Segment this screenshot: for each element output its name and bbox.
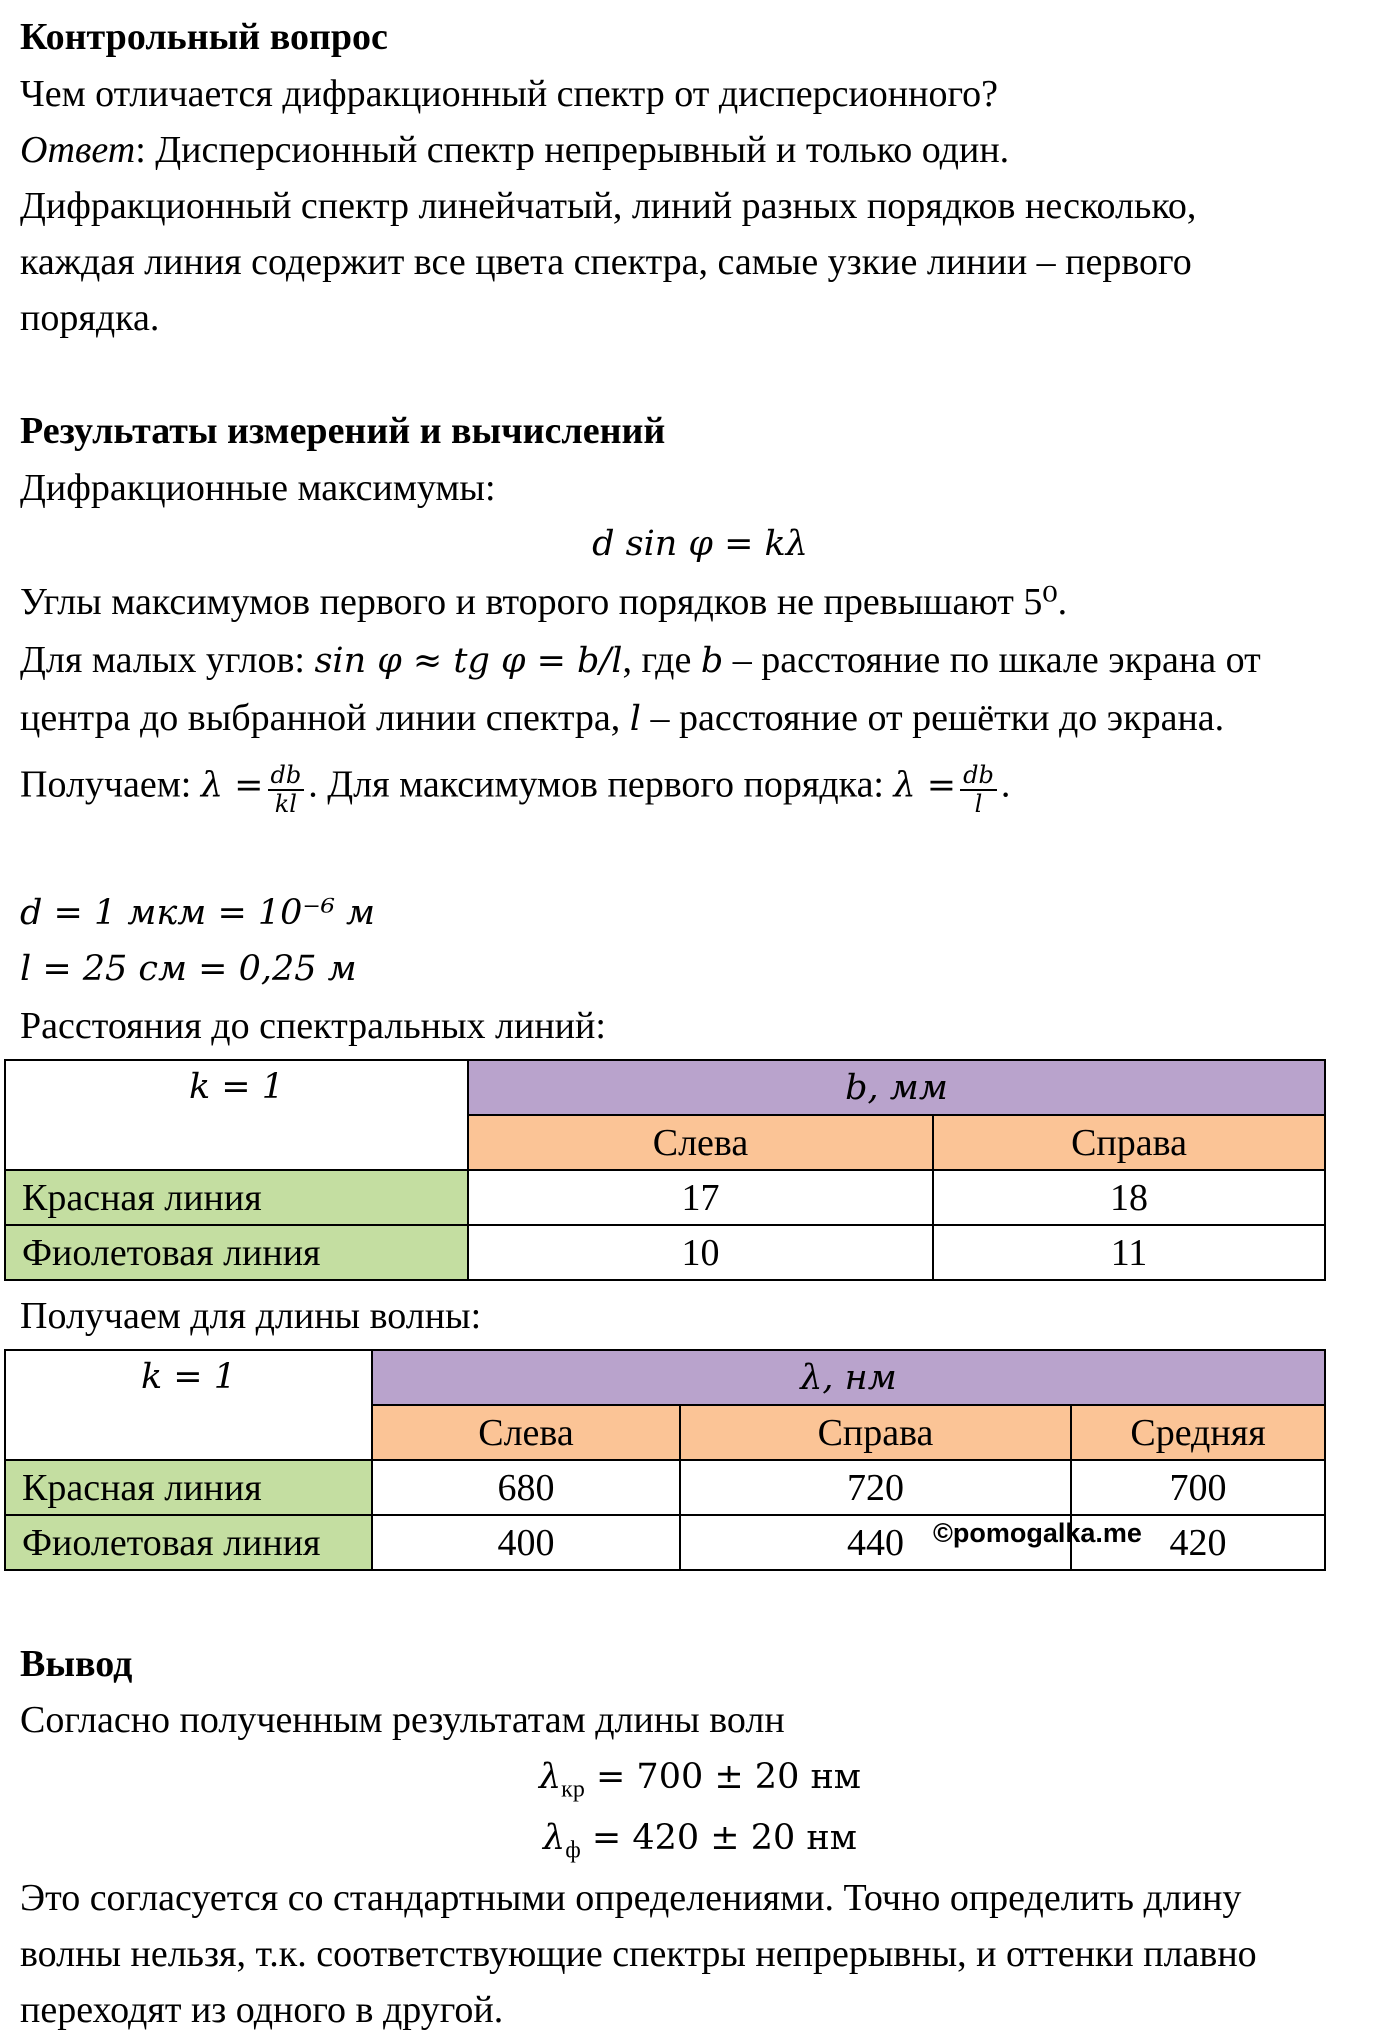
red-wavelength-value: = 700 ± 20 нм (584, 1757, 862, 1797)
table1-row-label: Красная линия (5, 1170, 468, 1225)
var-b: b (700, 641, 724, 681)
small-angles-line-1 (20, 638, 1261, 683)
table-row (5, 1460, 1325, 1515)
table2-cell: 700 (1071, 1460, 1325, 1515)
table-row (5, 1225, 1325, 1280)
answer-line-2: Дифракционный спектр линейчатый, линий разных порядков несколько, (20, 185, 1197, 227)
d-value: d = 1 мкм = 10⁻⁶ м (20, 893, 376, 933)
table2-cell: 400 (372, 1515, 680, 1570)
question-text: Чем отличается дифракционный спектр от дисперсионного? (20, 73, 998, 115)
small-angles-line2-start: центра до выбранной линии спектра, (20, 697, 630, 739)
table-row (5, 1170, 1325, 1225)
table1-cell: 17 (468, 1170, 933, 1225)
answer-text: : Дисперсионный спектр непрерывный и только один. (135, 129, 1010, 171)
maxima-label: Дифракционные максимумы: (20, 467, 496, 509)
conclusion-heading: Вывод (20, 1643, 133, 1685)
table2-corner: k = 1 (5, 1350, 372, 1460)
red-wavelength-formula (0, 1754, 1400, 1803)
distances-label: Расстояния до спектральных линий: (20, 1005, 606, 1047)
obtain-prefix: Получаем: (20, 763, 201, 806)
table2-group-header: λ, нм (372, 1350, 1325, 1405)
table2-row-label: Фиолетовая линия (5, 1515, 372, 1570)
l-description: – расстояние от решётки до экрана. (640, 697, 1225, 739)
violet-subscript: ф (565, 1837, 581, 1864)
conclusion-line-2: волны нельзя, т.к. соответствующие спектры непрерывны, и оттенки плавно (20, 1933, 1257, 1975)
fraction-2-denominator: l (974, 790, 983, 818)
control-question-heading: Контрольный вопрос (20, 16, 388, 58)
table2-cell: 720 (680, 1460, 1071, 1515)
first-order-text: . Для максимумов первого порядка: (308, 763, 894, 806)
table1-group-header: b, мм (468, 1060, 1325, 1115)
table2-cell: 420 (1071, 1515, 1325, 1570)
end-dot: . (1000, 763, 1011, 806)
table1-cell: 18 (933, 1170, 1325, 1225)
red-lambda-symbol: λ (538, 1757, 562, 1797)
table1-col-left: Слева (468, 1115, 933, 1170)
violet-wavelength-formula (0, 1815, 1400, 1864)
lambda-eq-1: λ = (200, 765, 264, 806)
table2-col-right: Справа (680, 1405, 1071, 1460)
table2-row-label: Красная линия (5, 1460, 372, 1515)
table2-cell: 680 (372, 1460, 680, 1515)
red-subscript: кр (561, 1776, 585, 1803)
fraction-1-denominator: kl (274, 790, 297, 818)
grating-formula: d sin φ = kλ (592, 524, 808, 564)
l-value: l = 25 см = 0,25 м (20, 949, 357, 989)
fraction-2-numerator: db (960, 762, 997, 791)
violet-lambda-symbol: λ (543, 1818, 566, 1858)
answer-label: Ответ (20, 129, 136, 171)
conclusion-line-1: Это согласуется со стандартными определениями. Точно определить длину (20, 1877, 1242, 1919)
watermark: ©pomogalka.me (933, 1518, 1142, 1548)
distances-table (4, 1059, 1326, 1281)
answer-line-3: каждая линия содержит все цвета спектра, самые узкие линии – первого (20, 241, 1192, 283)
fraction-db-l (960, 762, 997, 818)
var-l: l (629, 699, 641, 739)
violet-wavelength-value: = 420 ± 20 нм (580, 1818, 857, 1858)
table1-cell: 11 (933, 1225, 1325, 1280)
table1-cell: 10 (468, 1225, 933, 1280)
small-angles-prefix: Для малых углов: (20, 639, 315, 681)
obtain-line (20, 760, 1010, 816)
lambda-eq-2: λ = (893, 765, 957, 806)
small-angles-mid: , где (622, 639, 701, 681)
small-angles-formula: sin φ ≈ tg φ = b/l (314, 641, 623, 681)
table1-row-label: Фиолетовая линия (5, 1225, 468, 1280)
table2-col-left: Слева (372, 1405, 680, 1460)
answer-line-1 (20, 128, 1009, 172)
conclusion-line-3: переходят из одного в другой. (20, 1989, 504, 2031)
fraction-1-numerator: db (268, 762, 305, 791)
table2-cell: 440 (680, 1515, 1071, 1570)
conclusion-intro: Согласно полученным результатам длины волн (20, 1699, 785, 1741)
table1-corner: k = 1 (5, 1060, 468, 1170)
results-heading: Результаты измерений и вычислений (20, 410, 666, 452)
angles-text: Углы максимумов первого и второго порядков не превышают 5⁰. (20, 581, 1068, 623)
wavelength-label: Получаем для длины волны: (20, 1295, 482, 1337)
table2-col-average: Средняя (1071, 1405, 1325, 1460)
b-description: – расстояние по шкале экрана от (723, 639, 1261, 681)
table1-col-right: Справа (933, 1115, 1325, 1170)
answer-line-4: порядка. (20, 297, 160, 339)
fraction-db-kl (268, 762, 305, 818)
small-angles-line-2 (20, 696, 1224, 741)
